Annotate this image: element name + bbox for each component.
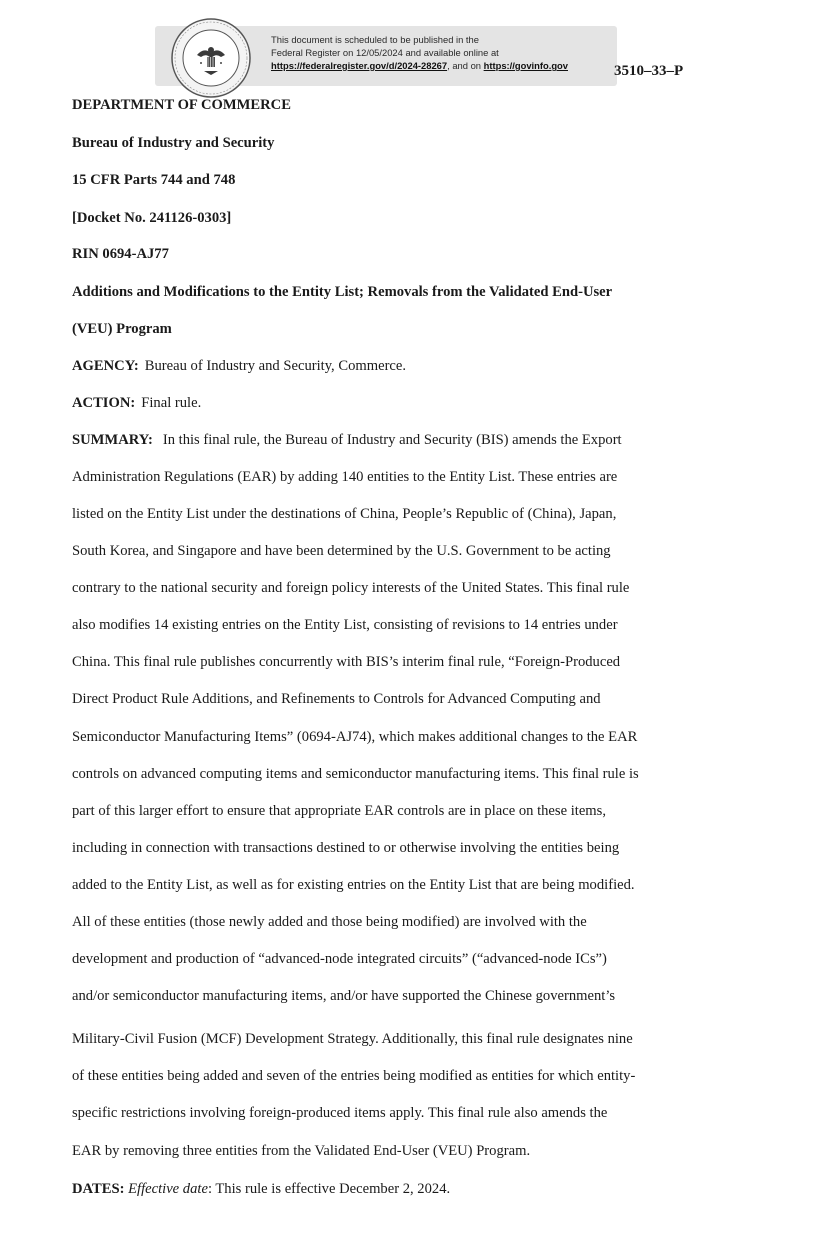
summary-text-line: Semiconductor Manufacturing Items” (0694-AJ74), which makes additional changes to the EAR — [72, 729, 638, 745]
banner-and-on: , and on — [447, 60, 484, 71]
commerce-seal-icon — [170, 17, 252, 99]
agency-value: Bureau of Industry and Security, Commerce. — [144, 358, 407, 374]
summary-text-line: South Korea, and Singapore and have been determined by the U.S. Government to be acting — [72, 543, 611, 559]
action-line — [72, 395, 201, 412]
agency-label: AGENCY: — [72, 358, 139, 374]
banner-text — [271, 33, 568, 72]
summary-label: SUMMARY: — [72, 432, 153, 448]
summary-text-line: specific restrictions involving foreign-produced items apply. This final rule also amends the — [72, 1105, 608, 1121]
summary-text-line: also modifies 14 existing entries on the Entity List, consisting of revisions to 14 entries under — [72, 617, 618, 633]
docket-number: [Docket No. 241126-0303] — [72, 210, 232, 226]
summary-line — [72, 432, 622, 449]
govinfo-link[interactable]: https://govinfo.gov — [483, 60, 568, 71]
summary-text-line: including in connection with transactions destined to or otherwise involving the entities being — [72, 840, 620, 856]
summary-text-line: added to the Entity List, as well as for existing entries on the Entity List that are being modified. — [72, 877, 635, 893]
bureau-heading: Bureau of Industry and Security — [72, 135, 275, 151]
dates-value: : This rule is effective December 2, 2024. — [207, 1181, 451, 1197]
rule-title-line-1: Additions and Modifications to the Entity List; Removals from the Validated End-User — [72, 284, 613, 300]
effective-date-label: Effective date — [128, 1181, 208, 1197]
summary-text-line: All of these entities (those newly added and those being modified) are involved with the — [72, 914, 587, 930]
summary-text-line: contrary to the national security and foreign policy interests of the United States. This final rule — [72, 580, 630, 596]
action-label: ACTION: — [72, 395, 136, 411]
summary-text-line: development and production of “advanced-node integrated circuits” (“advanced-node ICs”) — [72, 951, 607, 967]
summary-text-line: In this final rule, the Bureau of Industry and Security (BIS) amends the Export — [162, 432, 622, 448]
dates-label: DATES: — [72, 1181, 125, 1197]
summary-text-line: of these entities being added and seven of the entries being modified as entities for which entity- — [72, 1068, 636, 1084]
summary-text-line: China. This final rule publishes concurrently with BIS’s interim final rule, “Foreign-Produced — [72, 654, 621, 670]
dates-line — [72, 1181, 450, 1198]
rule-title-line-2: (VEU) Program — [72, 321, 172, 337]
cfr-parts: 15 CFR Parts 744 and 748 — [72, 172, 236, 188]
action-value: Final rule. — [141, 395, 202, 411]
rin-number: RIN 0694-AJ77 — [72, 246, 169, 262]
summary-text-line: Administration Regulations (EAR) by adding 140 entities to the Entity List. These entries are — [72, 469, 618, 485]
summary-text-line: and/or semiconductor manufacturing items, and/or have supported the Chinese government’s — [72, 988, 616, 1004]
summary-text-line: controls on advanced computing items and semiconductor manufacturing items. This final rule is — [72, 766, 639, 782]
summary-text-line: listed on the Entity List under the destinations of China, People’s Republic of (China), Japan, — [72, 506, 617, 522]
billing-code: 3510–33–P — [614, 63, 684, 79]
agency-line — [72, 358, 406, 375]
summary-text-line: Direct Product Rule Additions, and Refinements to Controls for Advanced Computing and — [72, 691, 601, 707]
banner-line-1: This document is scheduled to be published in the — [271, 34, 479, 45]
summary-text-line: part of this larger effort to ensure that appropriate EAR controls are in place on these items, — [72, 803, 606, 819]
banner-line-2: Federal Register on 12/05/2024 and available online at — [271, 47, 499, 58]
federal-register-link[interactable]: https://federalregister.gov/d/2024-28267 — [271, 60, 448, 71]
summary-text-line: Military-Civil Fusion (MCF) Development Strategy. Additionally, this final rule designates nine — [72, 1031, 633, 1047]
summary-text-line: EAR by removing three entities from the Validated End-User (VEU) Program. — [72, 1143, 531, 1159]
department-heading: DEPARTMENT OF COMMERCE — [72, 97, 291, 113]
